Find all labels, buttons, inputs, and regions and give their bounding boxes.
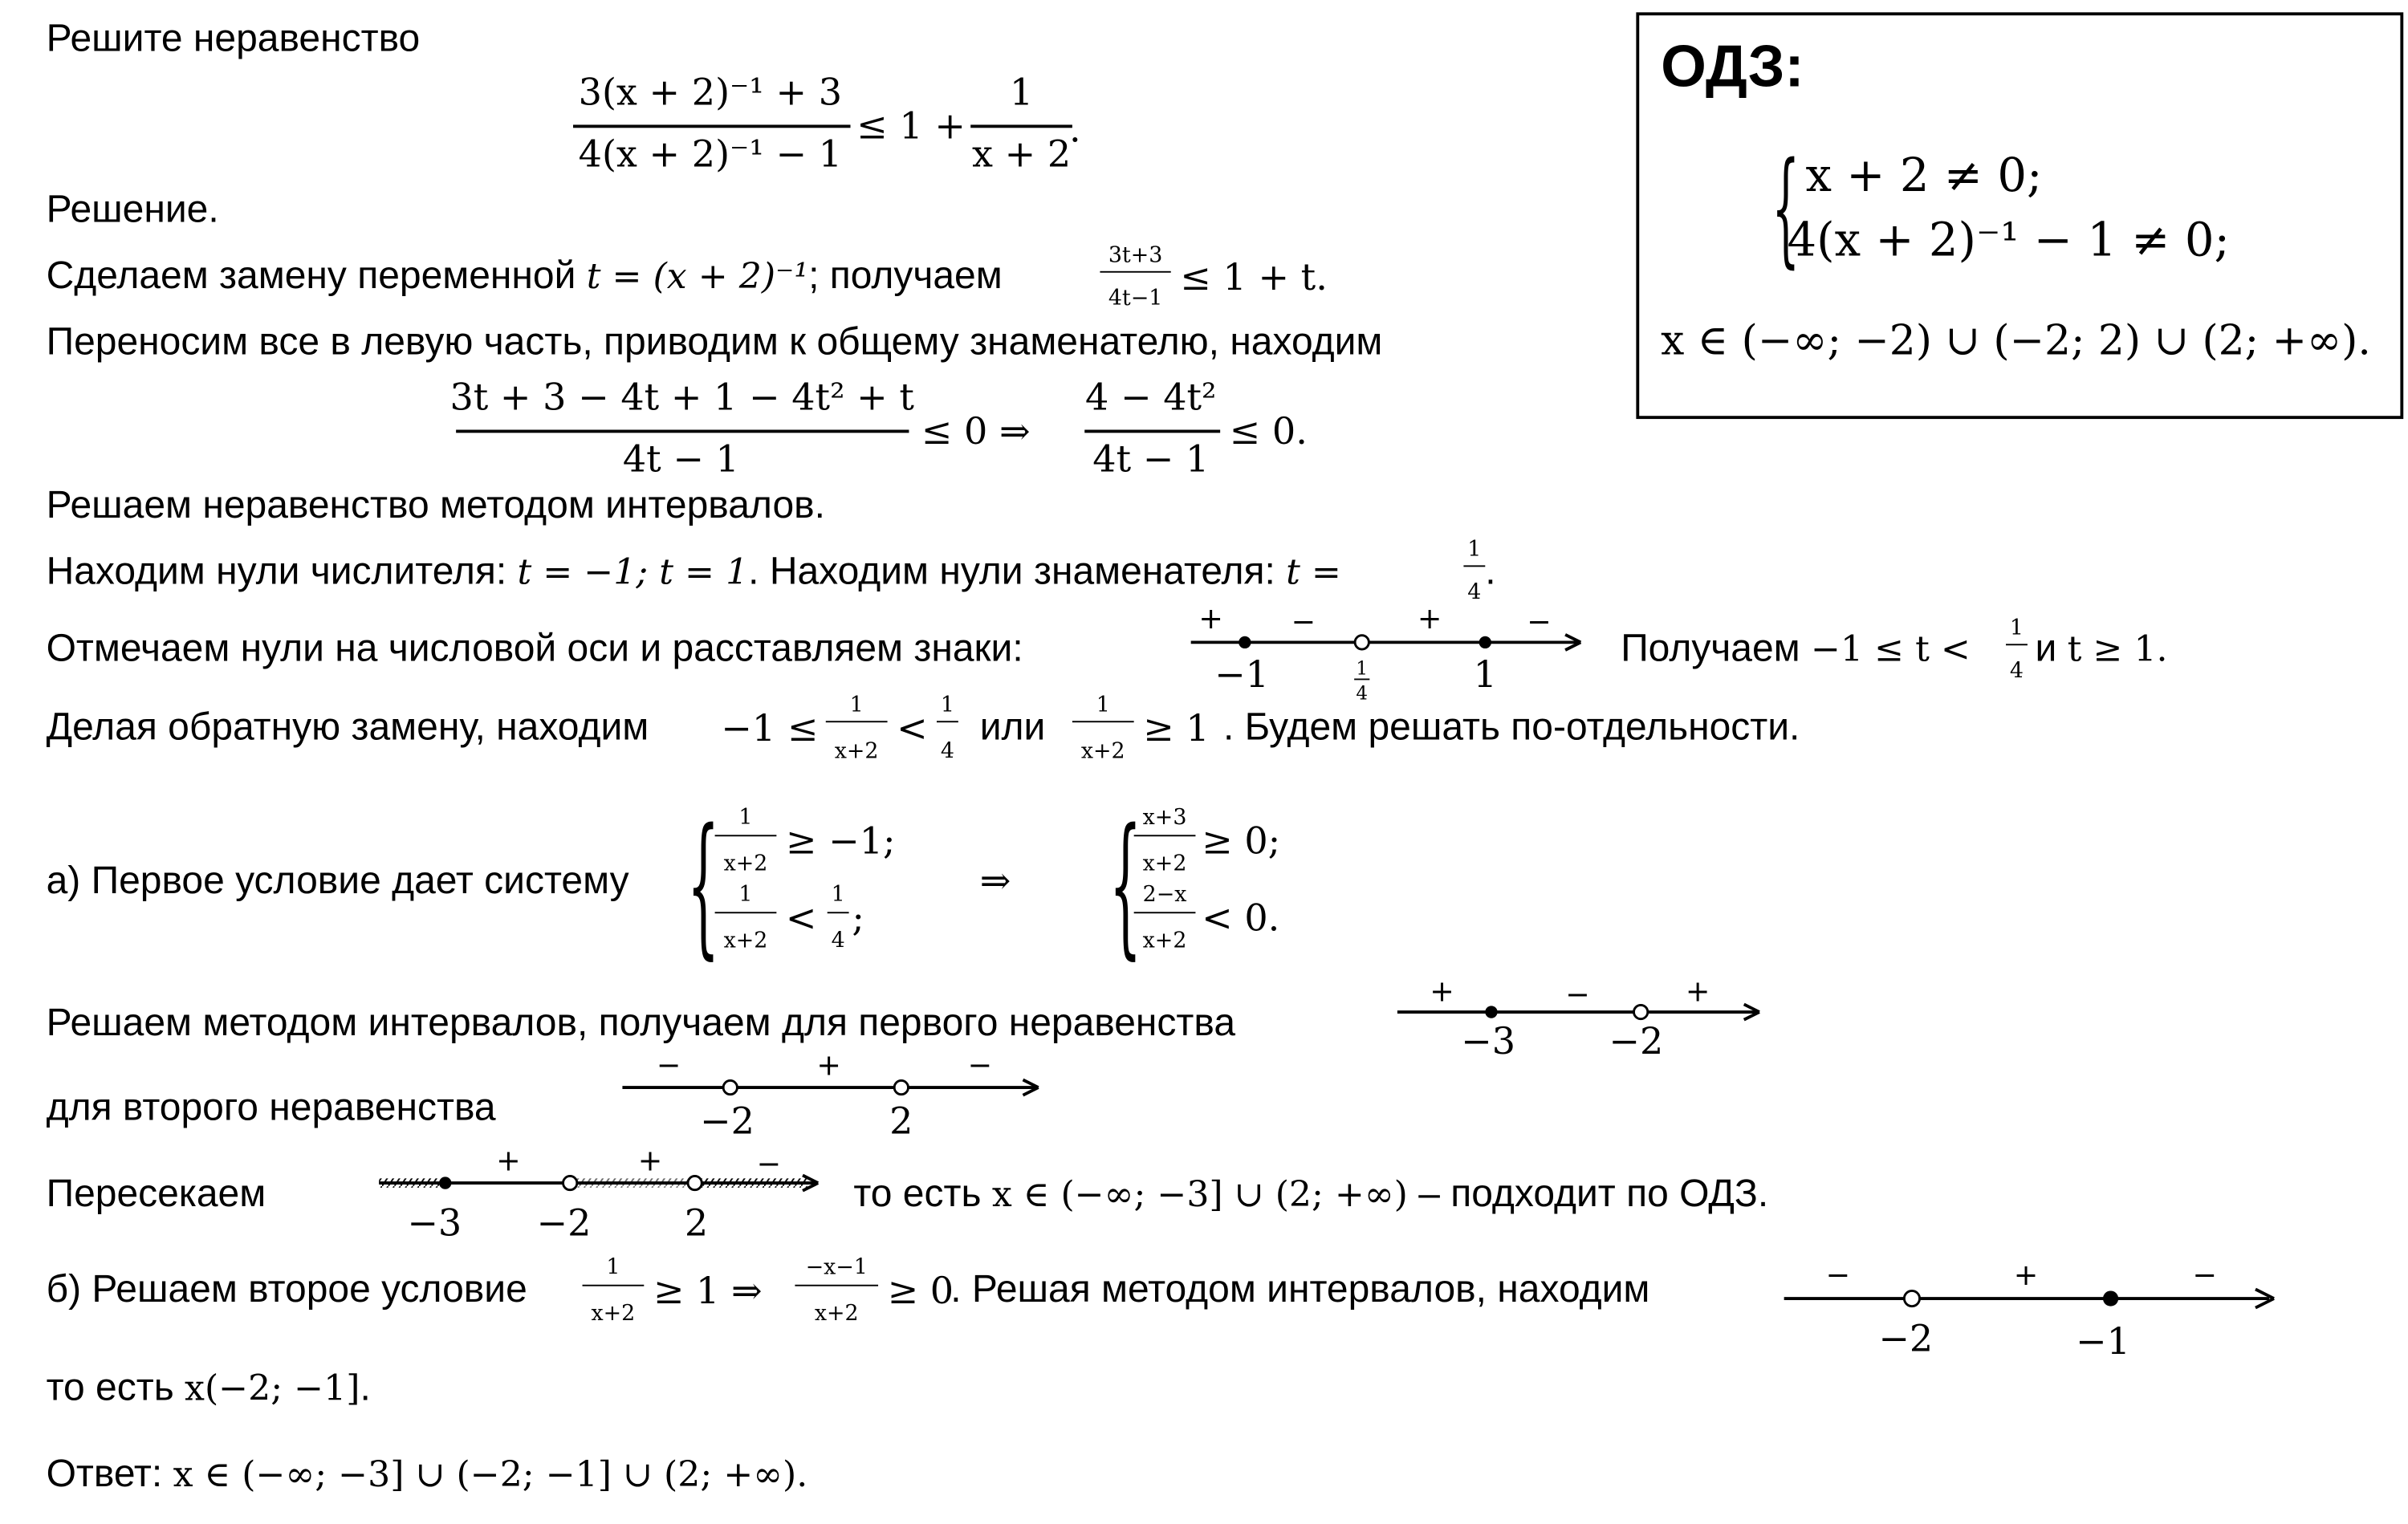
second-point-minus2 [723,1080,737,1094]
t-tick-1: 1 [1473,652,1497,697]
s2-num: 1 [738,882,753,908]
intersection-number-line [376,1140,838,1247]
get-math-2: t ≥ 1. [2067,630,2168,670]
pb-rel1: ≥ 1 ⇒ [653,1269,763,1313]
main-right-numerator: 1 [1009,71,1034,115]
r1-den: x+2 [1142,851,1187,877]
second-number-line [620,1047,1067,1143]
r1-rel: ≥ 0; [1202,819,1281,863]
substitution-line [47,253,1003,301]
intersection-tick-minus2: −2 [536,1201,592,1245]
part-b-result-end: . [360,1366,371,1410]
interval-method-text: Решаем неравенство методом интервалов. [46,483,825,527]
s1-den: x+2 [723,851,768,877]
zeros-denominator-eq: t = [1286,553,1341,593]
s1-bar [715,835,777,836]
back-f3-bar [1072,721,1134,722]
part-b-label: б) Решаем второе условие [46,1267,527,1311]
back-f2-num: 1 [940,693,954,718]
big2-denominator: 4t − 1 [1092,437,1210,481]
back-f3-den: x+2 [1080,739,1125,765]
intro-text: Решите неравенство [46,17,421,60]
first-point-minus2 [1634,1005,1648,1018]
t-tick-frac-num: 1 [1356,658,1369,680]
second-tick-minus2: −2 [700,1099,755,1143]
answer-line [47,1451,808,1499]
part-b-tick-minus2: −2 [1878,1316,1934,1360]
get-and: и [2035,627,2057,670]
zeros-line [47,548,1341,596]
r2-num: 2−x [1142,882,1187,908]
s2-frac-num: 1 [831,882,845,908]
s2-frac-den: 4 [831,929,845,954]
first-tick-minus3: −3 [1461,1018,1516,1063]
part-a-label: а) Первое условие дает систему [46,860,629,903]
r2-rel: < 0. [1202,896,1280,940]
part-b-result-a: то есть [46,1366,174,1410]
s2-lt: < [785,896,817,940]
back-f1-den: x+2 [834,739,879,765]
r1-num: x+3 [1142,805,1187,831]
intersection-point-2 [688,1176,702,1189]
back-sub-text: Делая обратную замену, находим [46,705,649,749]
second-sign-2: + [816,1047,841,1083]
back-or: или [979,705,1046,749]
main-denominator: 4(x + 2)⁻¹ − 1 [578,132,843,176]
part-b-number-line [1780,1251,2288,1368]
main-right-denominator: x + 2 [971,132,1072,176]
get-line [1621,625,1971,673]
big2-numerator: 4 − 4t² [1085,376,1217,420]
intersection-result-b: – подходит по ОДЗ. [1418,1172,1769,1216]
big2-relation: ≤ 0. [1229,409,1308,453]
intersection-result-math: x ∈ (−∞; −3] ∪ (2; +∞) [991,1175,1408,1216]
pb-rel2: ≥ 0 [887,1269,954,1313]
system-1-brace: { [687,797,720,976]
r2-bar [1134,912,1196,913]
move-text: Переносим все в левую часть, приводим к общему знаменателю, находим [46,320,1383,364]
main-fraction-bar [573,124,850,128]
answer-label: Ответ: [46,1452,163,1496]
part-b-point-minus1 [2103,1290,2118,1306]
r1-bar [1134,835,1196,836]
back-f2-den: 4 [940,739,954,765]
pb-f1-bar [583,1285,645,1286]
t-point-1 [1479,636,1491,648]
back-ge: ≥ 1 [1143,706,1210,750]
system-implies-arrow: ⇒ [979,860,1011,903]
t-tick-minus1: −1 [1214,652,1269,697]
intersection-point-minus2 [563,1176,577,1189]
zeros-end: . [1485,550,1496,593]
t-point-minus1 [1239,636,1251,648]
zeros-text-b: . Находим нули знаменателя: [748,550,1275,593]
part-b-sign-1: − [1825,1257,1851,1292]
pb-f2-bar [795,1285,878,1286]
intersection-sign-3: − [756,1146,782,1181]
back-sub-end: . Будем решать по-отдельности. [1222,705,1800,749]
odz-condition-2: 4(x + 2)⁻¹ − 1 ≠ 0; [1787,213,2230,268]
mark-text: Отмечаем нули на числовой оси и расставляем знаки: [46,627,1023,670]
first-sign-2: − [1565,977,1590,1012]
back-lt: < [897,706,928,750]
sub-fraction-denominator: 4t−1 [1108,287,1163,311]
get-line-b [2036,625,2168,673]
sub-fraction-rest: ≤ 1 + t. [1180,255,1328,299]
t-sign-1: + [1198,601,1223,636]
get-frac-den: 4 [2009,659,2024,685]
main-relation: ≤ 1 + [856,104,966,148]
first-point-minus3 [1485,1006,1497,1018]
t-tick-frac-den: 4 [1356,683,1369,705]
s2-bar [715,912,777,913]
part-b-sign-3: − [2192,1257,2217,1292]
back-f1-bar [826,721,888,722]
zeros-text-a: Находим нули числителя: [46,550,507,593]
pb-text: . Решая методом интервалов, находим [950,1267,1650,1311]
substitution-text: Сделаем замену переменной [46,254,576,298]
second-ineq-text: для второго неравенства [46,1086,496,1129]
part-b-sign-2: + [2013,1257,2039,1292]
part-b-result-math: x(−2; −1] [185,1369,360,1410]
t-sign-3: + [1417,601,1442,636]
zeros-den-frac-bar [1463,565,1485,567]
sub-fraction-numerator: 3t+3 [1108,243,1163,268]
big2-fraction-bar [1084,430,1220,433]
second-sign-3: − [967,1047,993,1083]
pb-f2-num: −x−1 [805,1255,868,1281]
t-number-line [1183,598,1599,709]
s2-end: ; [852,896,864,940]
t-sign-4: − [1527,604,1552,639]
back-f3-num: 1 [1096,693,1110,718]
pb-f2-den: x+2 [814,1301,859,1327]
odz-title: ОДЗ: [1661,35,1804,100]
intersection-result [853,1171,1768,1219]
part-b-result [47,1365,371,1413]
pb-f1-den: x+2 [591,1301,636,1327]
pb-f1-num: 1 [606,1255,620,1281]
solution-label: Решение. [46,188,219,231]
get-math-1: −1 ≤ t < [1811,630,1971,670]
main-end: . [1069,108,1081,152]
intersection-sign-1: + [496,1143,521,1178]
intersection-point-minus3 [439,1177,451,1189]
second-tick-2: 2 [889,1099,913,1143]
main-right-bar [970,124,1072,128]
system-2-brace: { [1108,797,1142,976]
substitution-text-b: ; получаем [808,254,1003,298]
intersection-tick-2: 2 [684,1201,709,1245]
second-point-2 [894,1080,908,1094]
s2-den: x+2 [723,929,768,954]
first-number-line [1393,973,1778,1063]
big-numerator: 3t + 3 − 4t + 1 − 4t² + t [449,376,914,420]
second-sign-1: − [656,1047,681,1083]
t-sign-2: − [1291,604,1316,639]
answer-value: x ∈ (−∞; −3] ∪ (−2; −1] ∪ (2; +∞). [173,1455,808,1496]
odz-result: x ∈ (−∞; −2) ∪ (−2; 2) ∪ (2; +∞). [1661,317,2371,365]
first-sign-3: + [1685,973,1710,1009]
get-frac-bar [2006,644,2028,645]
s1-rel: ≥ −1; [785,819,896,863]
s1-num: 1 [738,805,753,831]
odz-brace: { [1771,138,1800,282]
zeros-numerator-values: t = −1; t = 1 [517,553,749,593]
intersection-tick-minus3: −3 [407,1201,462,1245]
big-fraction-bar [456,430,909,433]
substitution-equation: t = (x + 2)⁻¹ [586,257,809,298]
sub-fraction-bar [1100,271,1170,273]
part-b-tick-minus1: −1 [2076,1319,2130,1363]
big-relation: ≤ 0 ⇒ [921,409,1031,453]
big-denominator: 4t − 1 [622,437,739,481]
first-sign-1: + [1430,973,1454,1009]
first-tick-minus2: −2 [1609,1018,1664,1063]
back-f2-bar [937,721,958,722]
back-f1-num: 1 [849,693,864,718]
part-b-point-minus2 [1904,1290,1919,1306]
main-numerator: 3(x + 2)⁻¹ + 3 [578,71,843,115]
odz-condition-1: x + 2 ≠ 0; [1805,149,2043,204]
r2-den: x+2 [1142,929,1187,954]
first-ineq-text: Решаем методом интервалов, получаем для первого неравенства [46,1001,1236,1045]
intersection-sign-2: + [637,1143,663,1178]
s2-frac-bar [828,912,849,913]
intersect-label: Пересекаем [46,1172,266,1216]
zeros-den-frac-num: 1 [1467,537,1482,563]
zeros-den-frac-den: 4 [1467,580,1482,606]
intersection-result-a: то есть [853,1172,982,1216]
get-frac-num: 1 [2009,616,2024,641]
t-point-quarter [1355,636,1369,649]
back-sub-m1: −1 ≤ [721,706,819,750]
get-text: Получаем [1621,627,1800,670]
